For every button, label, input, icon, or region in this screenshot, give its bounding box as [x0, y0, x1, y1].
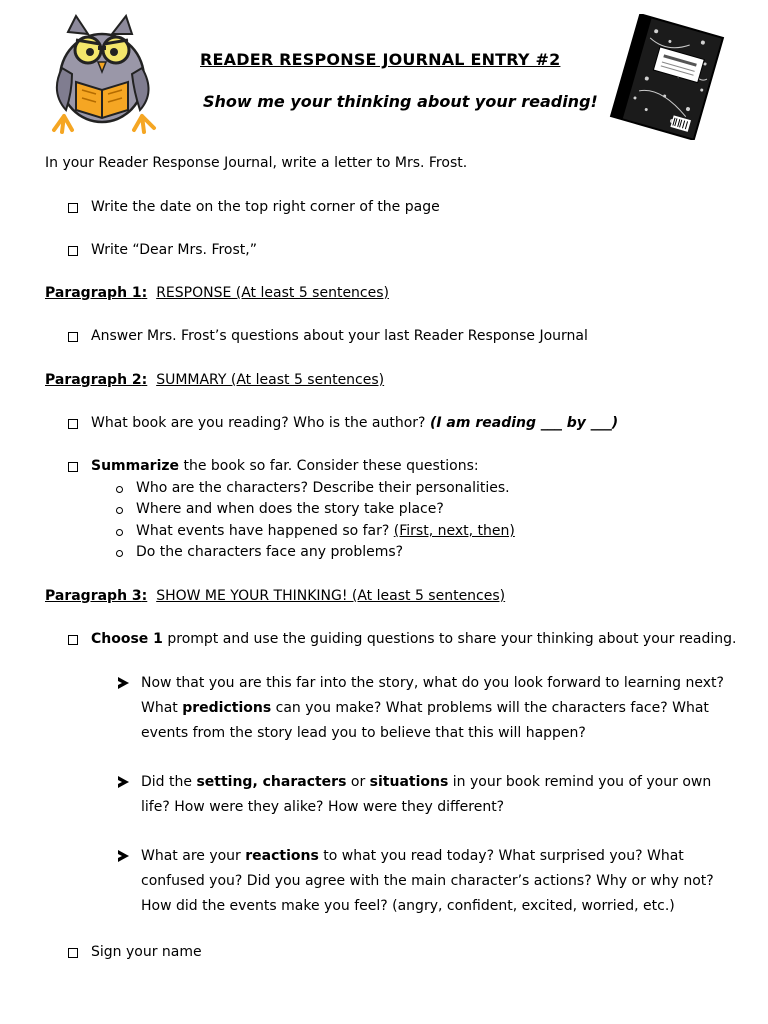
events-hint: (First, next, then) — [393, 523, 515, 539]
summary-question: Where and when does the story take place? — [136, 501, 444, 517]
summary-question: What events have happened so far? (First, next, then) — [136, 523, 515, 539]
prompt-predictions: Now that you are this far into the story, what do you look forward to learning next? What predictions can you make? What problems will the characters face? What events from the story lead you to believe that this will happen? — [141, 675, 724, 741]
summary-question: Who are the characters? Describe their personalities. — [136, 480, 510, 496]
paragraph-1-desc: RESPONSE (At least 5 sentences) — [156, 285, 389, 301]
bullet-icon — [116, 507, 123, 514]
page-subtitle: Show me your thinking about your reading! — [203, 92, 598, 111]
summary-question: Do the characters face any problems? — [136, 544, 404, 560]
book-author-hint: (I am reading ___ by ___) — [429, 415, 619, 431]
paragraph-3-heading — [45, 587, 505, 605]
checkbox-icon — [68, 203, 78, 213]
summarize-instruction: Summarize the book so far. Consider these questions: — [91, 458, 479, 474]
checkbox-icon — [68, 462, 78, 472]
owl-reading-illustration — [50, 12, 170, 134]
prompt-reactions: What are your reactions to what you read today? What surprised you? What confused you? Did you agree with the main character’s actions? Why or why not? How did the events make you feel? (angry, confident, excited, worried, etc.) — [141, 848, 714, 914]
paragraph-2-question-book: What book are you reading? Who is the author? (I am reading ___ by ___) — [91, 415, 619, 431]
paragraph-3-desc: SHOW ME YOUR THINKING! (At least 5 sentences) — [156, 588, 506, 604]
step-greeting: Write “Dear Mrs. Frost,” — [91, 242, 257, 258]
bullet-icon — [116, 486, 123, 493]
choose-prompt-instruction: Choose 1 prompt and use the guiding questions to share your thinking about your reading. — [91, 631, 737, 647]
arrow-bullet-icon — [118, 850, 129, 862]
checkbox-icon — [68, 635, 78, 645]
checkbox-icon — [68, 332, 78, 342]
intro-text: In your Reader Response Journal, write a letter to Mrs. Frost. — [45, 155, 468, 171]
paragraph-3-label: Paragraph 3: — [45, 588, 148, 604]
step-date: Write the date on the top right corner of the page — [91, 199, 440, 215]
page-title: READER RESPONSE JOURNAL ENTRY #2 — [200, 50, 561, 69]
paragraph-2-label: Paragraph 2: — [45, 372, 148, 388]
paragraph-2-desc: SUMMARY (At least 5 sentences) — [156, 372, 385, 388]
composition-notebook-illustration — [600, 14, 735, 140]
paragraph-1-heading — [45, 284, 389, 302]
paragraph-1-item: Answer Mrs. Frost’s questions about your last Reader Response Journal — [91, 328, 588, 344]
sign-name-step: Sign your name — [91, 944, 202, 960]
checkbox-icon — [68, 948, 78, 958]
paragraph-1-label: Paragraph 1: — [45, 285, 148, 301]
prompt-connections: Did the setting, characters or situations in your book remind you of your own life? How were they alike? How were they different? — [141, 774, 712, 815]
checkbox-icon — [68, 246, 78, 256]
paragraph-2-heading — [45, 371, 384, 389]
checkbox-icon — [68, 419, 78, 429]
bullet-icon — [116, 550, 123, 557]
bullet-icon — [116, 529, 123, 536]
arrow-bullet-icon — [118, 776, 129, 788]
arrow-bullet-icon — [118, 677, 129, 689]
